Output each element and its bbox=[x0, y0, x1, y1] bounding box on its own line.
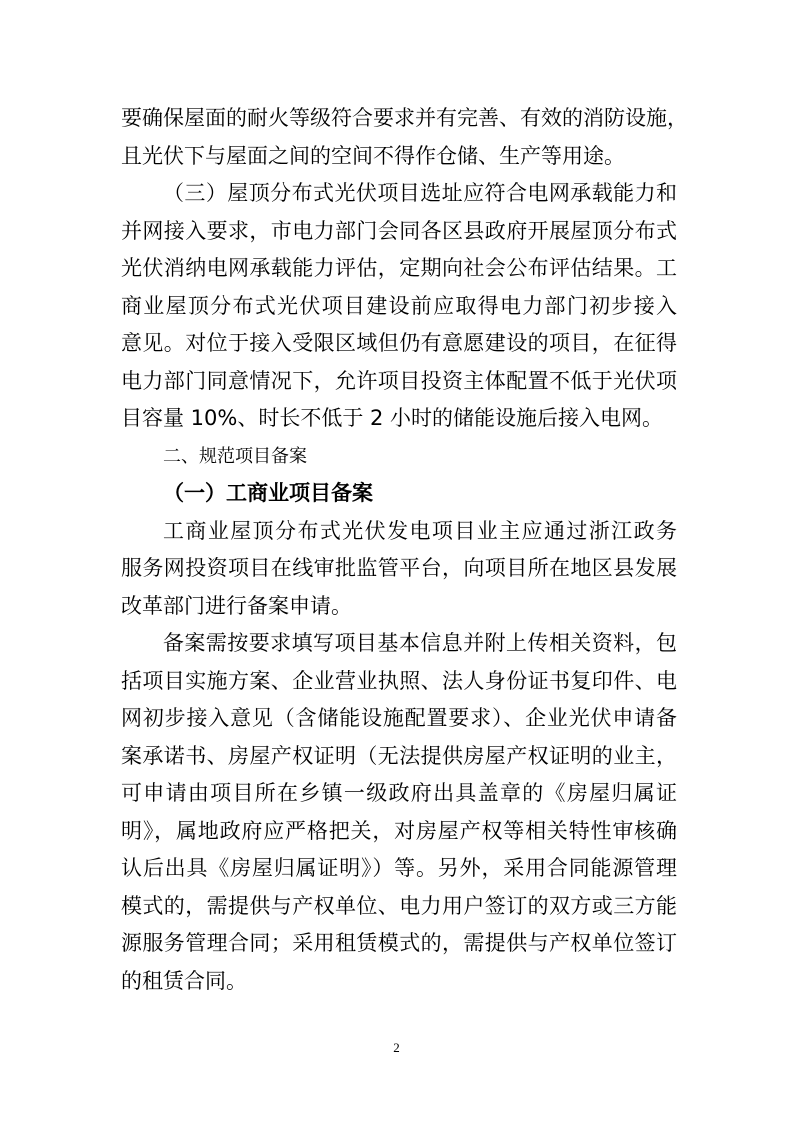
text-line: 要确保屋面的耐火等级符合要求并有完善、有效的消防设施， bbox=[121, 106, 688, 130]
text-line: 电力部门同意情况下，允许项目投资主体配置不低于光伏项 bbox=[121, 368, 677, 393]
page-number: 2 bbox=[393, 1040, 400, 1055]
text-line: 网初步接入意见（含储能设施配置要求）、企业光伏申请备 bbox=[121, 706, 677, 730]
text-line: 的租赁合同。 bbox=[121, 968, 247, 993]
text-line: 意见。对位于接入受限区域但仍有意愿建设的项目，在征得 bbox=[121, 331, 677, 355]
text-line: 备案需按要求填写项目基本信息并附上传相关资料，包 bbox=[163, 631, 677, 655]
subsection-heading: （一）工商业项目备案 bbox=[163, 481, 373, 505]
text-line: 光伏消纳电网承载能力评估，定期向社会公布评估结果。工 bbox=[121, 256, 677, 280]
text-line: 服务网投资项目在线审批监管平台，向项目所在地区县发展 bbox=[121, 556, 677, 580]
text-line: 明》，属地政府应严格把关，对房屋产权等相关特性审核确 bbox=[121, 818, 677, 843]
text-line: 源服务管理合同；采用租赁模式的，需提供与产权单位签订 bbox=[121, 931, 677, 955]
text-line: 并网接入要求，市电力部门会同各区县政府开展屋顶分布式 bbox=[121, 218, 677, 243]
text-line: 可申请由项目所在乡镇一级政府出具盖章的《房屋归属证 bbox=[121, 781, 677, 805]
text-line: 目容量 10%、时长不低于 2 小时的储能设施后接入电网。 bbox=[121, 406, 664, 430]
text-line: 且光伏下与屋面之间的空间不得作仓储、生产等用途。 bbox=[121, 143, 625, 168]
text-line: 工商业屋顶分布式光伏发电项目业主应通过浙江政务 bbox=[163, 518, 677, 543]
text-line: （三）屋顶分布式光伏项目选址应符合电网承载能力和 bbox=[163, 181, 677, 205]
text-line: 认后出具《房屋归属证明》）等。另外，采用合同能源管理 bbox=[121, 856, 677, 880]
section-heading: 二、规范项目备案 bbox=[163, 445, 307, 467]
text-line: 模式的，需提供与产权单位、电力用户签订的双方或三方能 bbox=[121, 893, 677, 918]
text-line: 商业屋顶分布式光伏项目建设前应取得电力部门初步接入 bbox=[121, 293, 677, 318]
text-line: 案承诺书、房屋产权证明（无法提供房屋产权证明的业主， bbox=[121, 743, 677, 768]
text-line: 改革部门进行备案申请。 bbox=[121, 593, 352, 618]
text-line: 括项目实施方案、企业营业执照、法人身份证书复印件、电 bbox=[121, 668, 677, 693]
document-body bbox=[121, 100, 688, 1000]
